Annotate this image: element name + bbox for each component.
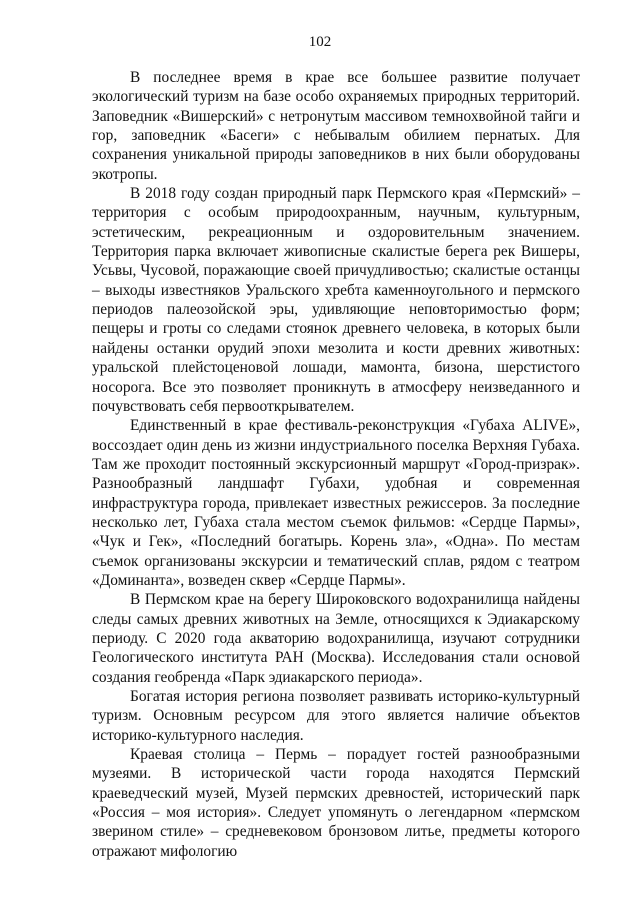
paragraph-perm-museums: Краевая столица – Пермь – порадует гостей разнообразными музеями. В исторической части города находятся Пермский краеведческий музей, Музей пермских древностей, исторический парк «Россия – моя история». Следует упомянуть о легендарном «пермском зверином стиле» – средневековом бронзовом литье, предметы которого отражают мифологию xyxy=(92,746,580,860)
page-number: 102 xyxy=(308,34,332,50)
page-body xyxy=(92,68,580,861)
paragraph-ediacaran-period: В Пермском крае на берегу Широковского водохранилища найдены следы самых древних животных на Земле, относящихся к Эдиакарскому периоду. С 2020 года акваторию водохранилища, изучают сотрудники Геологического института РАН (Москва). Исследования стали основой создания геобренда «Парк эдиакарского периода». xyxy=(92,591,580,686)
paragraph-ecotourism: В последнее время в крае все большее развитие получает экологический туризм на базе особо охраняемых природных территорий. Заповедник «Вишерский» с нетронутым массивом темнохвойной тайги и гор, заповедник «Басеги» с небывалым обилием пернатых. Для сохранения уникальной природы заповедников в них были оборудованы экотропы. xyxy=(92,69,580,183)
paragraph-natural-park: В 2018 году создан природный парк Пермского края «Пермский» – территория с особым природоохранным, научным, культурным, эстетическим, рекреационным и оздоровительным значением. Территория парка включает живописные скалистые берега рек Вишеры, Усьвы, Чусовой, поражающие своей причудливостью; скалистые останцы – выходы известняков Уральского хребта каменноугольного и пермского периодов палеозойской эры, удивляющие неповторимостью форм; пещеры и гроты со следами стоянок древнего человека, в которых были найдены останки орудий эпохи мезолита и кости древних животных: уральской плейстоценовой лошади, мамонта, бизона, шерстистого носорога. Все это позволяет проникнуть в атмосферу неизведанного и почувствовать себя первооткрывателем. xyxy=(92,185,580,415)
paragraph-gubakha-festival: Единственный в крае фестиваль-реконструкция «Губаха ALIVE», воссоздает один день из жизни индустриального поселка Верхняя Губаха. Там же проходит постоянный экскурсионный маршрут «Город-призрак». Разнообразный ландшафт Губахи, удобная и современная инфраструктура города, привлекает известных режиссеров. За последние несколько лет, Губаха стала местом съемок фильмов: «Сердце Пармы», «Чук и Гек», «Последний богатырь. Корень зла», «Одна». По местам съемок организованы экскурсии и тематический сплав, рядом с театром «Доминанта», возведен сквер «Сердце Пармы». xyxy=(92,417,580,589)
paragraph-cultural-tourism: Богатая история региона позволяет развивать историко-культурный туризм. Основным ресурсом для этого является наличие объектов историко-культурного наследия. xyxy=(92,688,580,744)
